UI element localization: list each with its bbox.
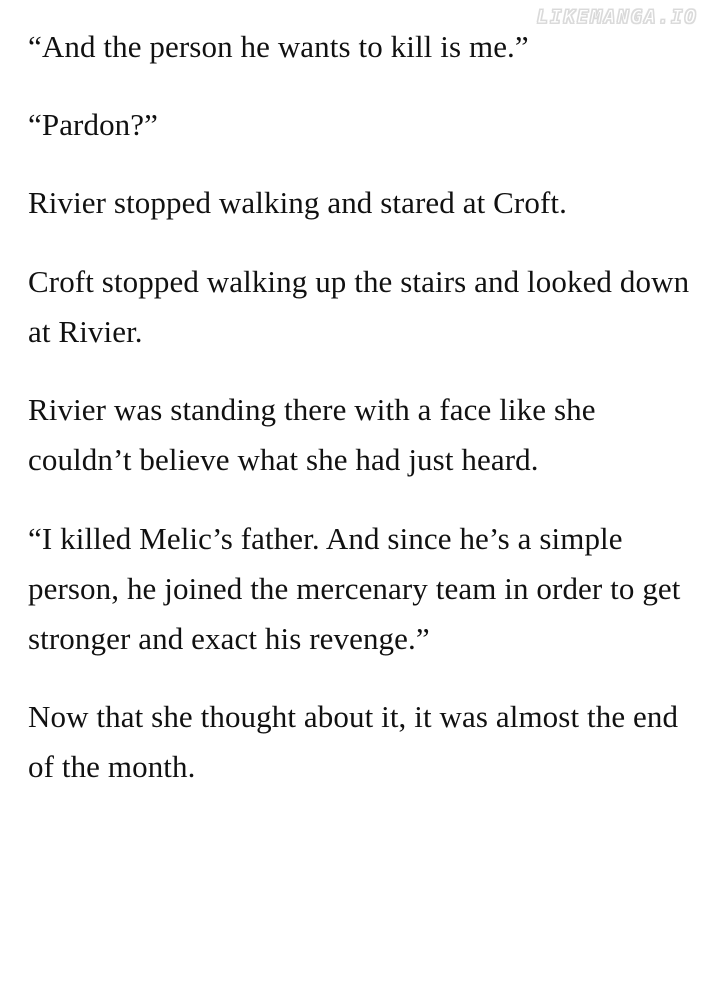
- paragraph: “Pardon?”: [28, 107, 159, 143]
- paragraph: Rivier stopped walking and stared at Croft.: [28, 185, 567, 221]
- site-watermark: LIKEMANGA.IO: [536, 6, 698, 28]
- paragraph: “And the person he wants to kill is me.”: [28, 29, 529, 64]
- paragraph: Croft stopped walking up the stairs and looked down at Rivier.: [28, 263, 690, 349]
- story-text-body: [28, 22, 692, 793]
- paragraph: Rivier was standing there with a face like she couldn’t believe what she had just heard.: [28, 392, 596, 478]
- paragraph: “I killed Melic’s father. And since he’s a simple person, he joined the mercenary team in order to get stronger and exact his revenge.”: [28, 520, 681, 656]
- paragraph: Now that she thought about it, it was almost the end of the month.: [28, 699, 679, 785]
